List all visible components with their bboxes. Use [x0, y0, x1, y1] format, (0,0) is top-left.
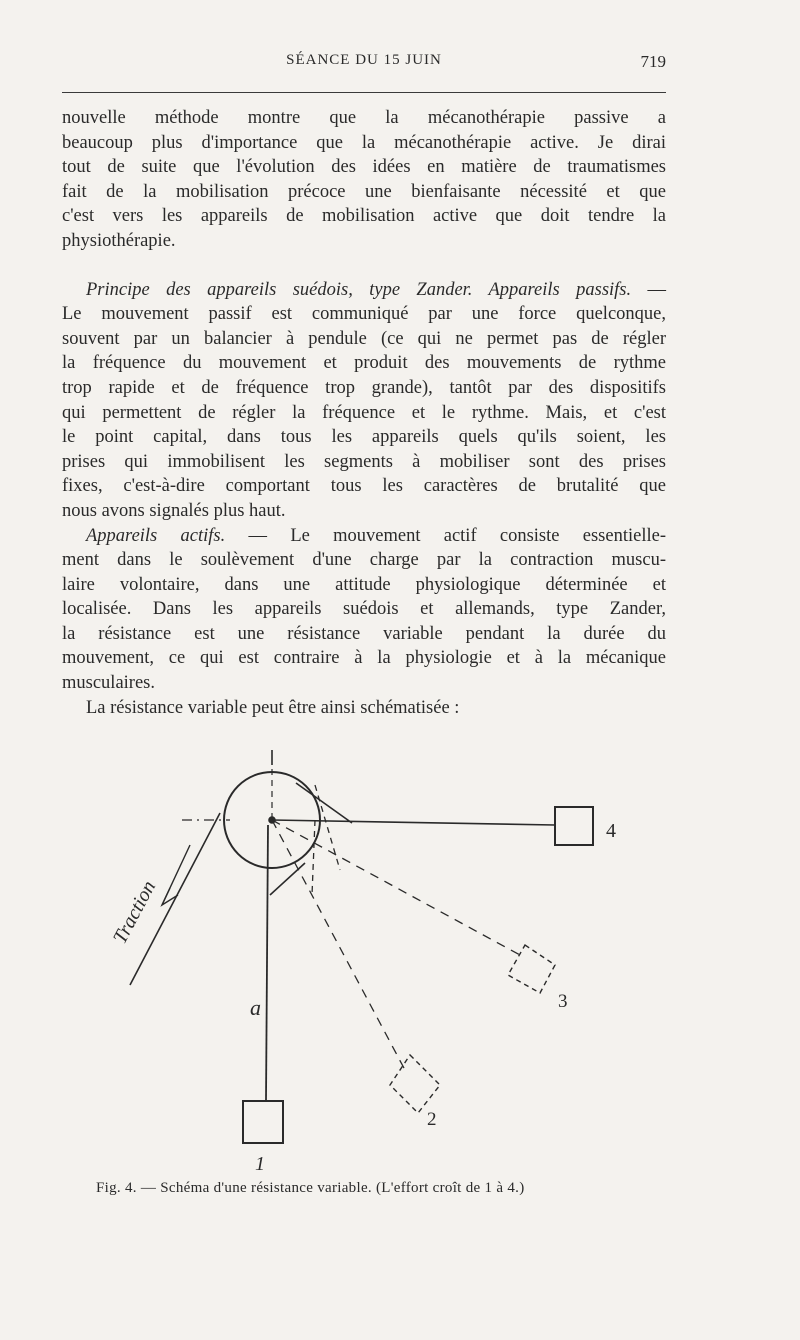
text-line: la résistance est une résistance variable pendant la durée du [62, 623, 666, 644]
label-rope-a: a [250, 995, 261, 1020]
text-line: fixes, c'est-à-dire comportant tous les caractères de brutalité que [62, 476, 666, 497]
text-line: souvent par un balancier à pendule (ce qui ne permet pas de régler [62, 328, 666, 349]
figure-caption [96, 1180, 656, 1197]
traction-arrow-head [162, 888, 178, 905]
text-line: Le mouvement passif est communiqué par une force quelconque, [62, 304, 666, 325]
text-line: le point capital, dans tous les appareils quels qu'ils soient, les [62, 427, 666, 448]
rope-2-tangent [312, 820, 315, 895]
page-header [62, 52, 666, 82]
text-line: localisée. Dans les appareils suédois et allemands, type Zander, [62, 599, 666, 620]
heading-dash: — [631, 279, 667, 300]
text-line: la fréquence du mouvement et produit des mouvements de rythme [62, 353, 666, 374]
text-span: — Le mouvement actif consiste essentielle- [225, 525, 666, 546]
label-weight-3: 3 [558, 991, 568, 1012]
label-weight-1: 1 [255, 1153, 265, 1175]
text-line: nouvelle méthode montre que la mécanothérapie passive a [62, 108, 666, 128]
caption-figure-number: Fig. 4. [96, 1180, 137, 1196]
text-line: tout de suite que l'évolution des idées en matière de traumatismes [62, 157, 666, 178]
text-line: ment dans le soulèvement d'une charge par la contraction muscu- [62, 550, 666, 571]
section-heading-line [62, 524, 666, 549]
text-line: musculaires. [62, 673, 155, 694]
section-heading-passive: Principe des appareils suédois, type Zander. Appareils passifs. [86, 279, 632, 300]
rope-3 [272, 820, 520, 955]
page-number: 719 [640, 52, 666, 71]
text-line: c'est vers les appareils de mobilisation active que doit tendre la [62, 206, 666, 227]
figure-4 [100, 745, 680, 1185]
weight-4 [555, 807, 593, 845]
rope-1 [266, 825, 268, 1100]
weight-1 [243, 1101, 283, 1143]
body-text [62, 106, 666, 720]
variable-resistance-diagram [100, 745, 680, 1185]
section-heading-active: Appareils actifs. [86, 525, 226, 546]
label-weight-2: 2 [427, 1109, 437, 1130]
paragraph-2 [62, 278, 666, 524]
paragraph-4: La résistance variable peut être ainsi schématisée : [86, 697, 460, 718]
weight-2 [390, 1055, 440, 1113]
label-traction: Traction [108, 877, 161, 948]
text-line: laire volontaire, dans une attitude physiologique déterminée et [62, 574, 666, 595]
text-line: physiothérapie. [62, 230, 176, 251]
header-rule [62, 92, 666, 93]
paragraph-3 [62, 524, 666, 696]
caption-text: — Schéma d'une résistance variable. (L'effort croît de 1 à 4.) [136, 1180, 525, 1196]
text-line: prises qui immobilisent les segments à mobiliser sont des prises [62, 451, 666, 472]
rope-2 [272, 820, 405, 1070]
section-heading-line [62, 278, 666, 303]
text-line: qui permettent de régler la fréquence et le rythme. Mais, et c'est [62, 402, 666, 423]
text-line: mouvement, ce qui est contraire à la physiologie et à la mécanique [62, 648, 666, 669]
text-line: fait de la mobilisation précoce une bienfaisante nécessité et que [62, 181, 666, 202]
text-line: trop rapide et de fréquence trop grande), tantôt par des dispositifs [62, 377, 666, 398]
paragraph-1 [62, 106, 666, 254]
text-line: beaucoup plus d'importance que la mécanothérapie active. Je dirai [62, 132, 666, 153]
text-line: nous avons signalés plus haut. [62, 500, 286, 521]
paragraph-spacer [62, 254, 666, 278]
running-title: SÉANCE DU 15 JUIN [286, 52, 442, 68]
label-weight-4: 4 [606, 820, 616, 842]
